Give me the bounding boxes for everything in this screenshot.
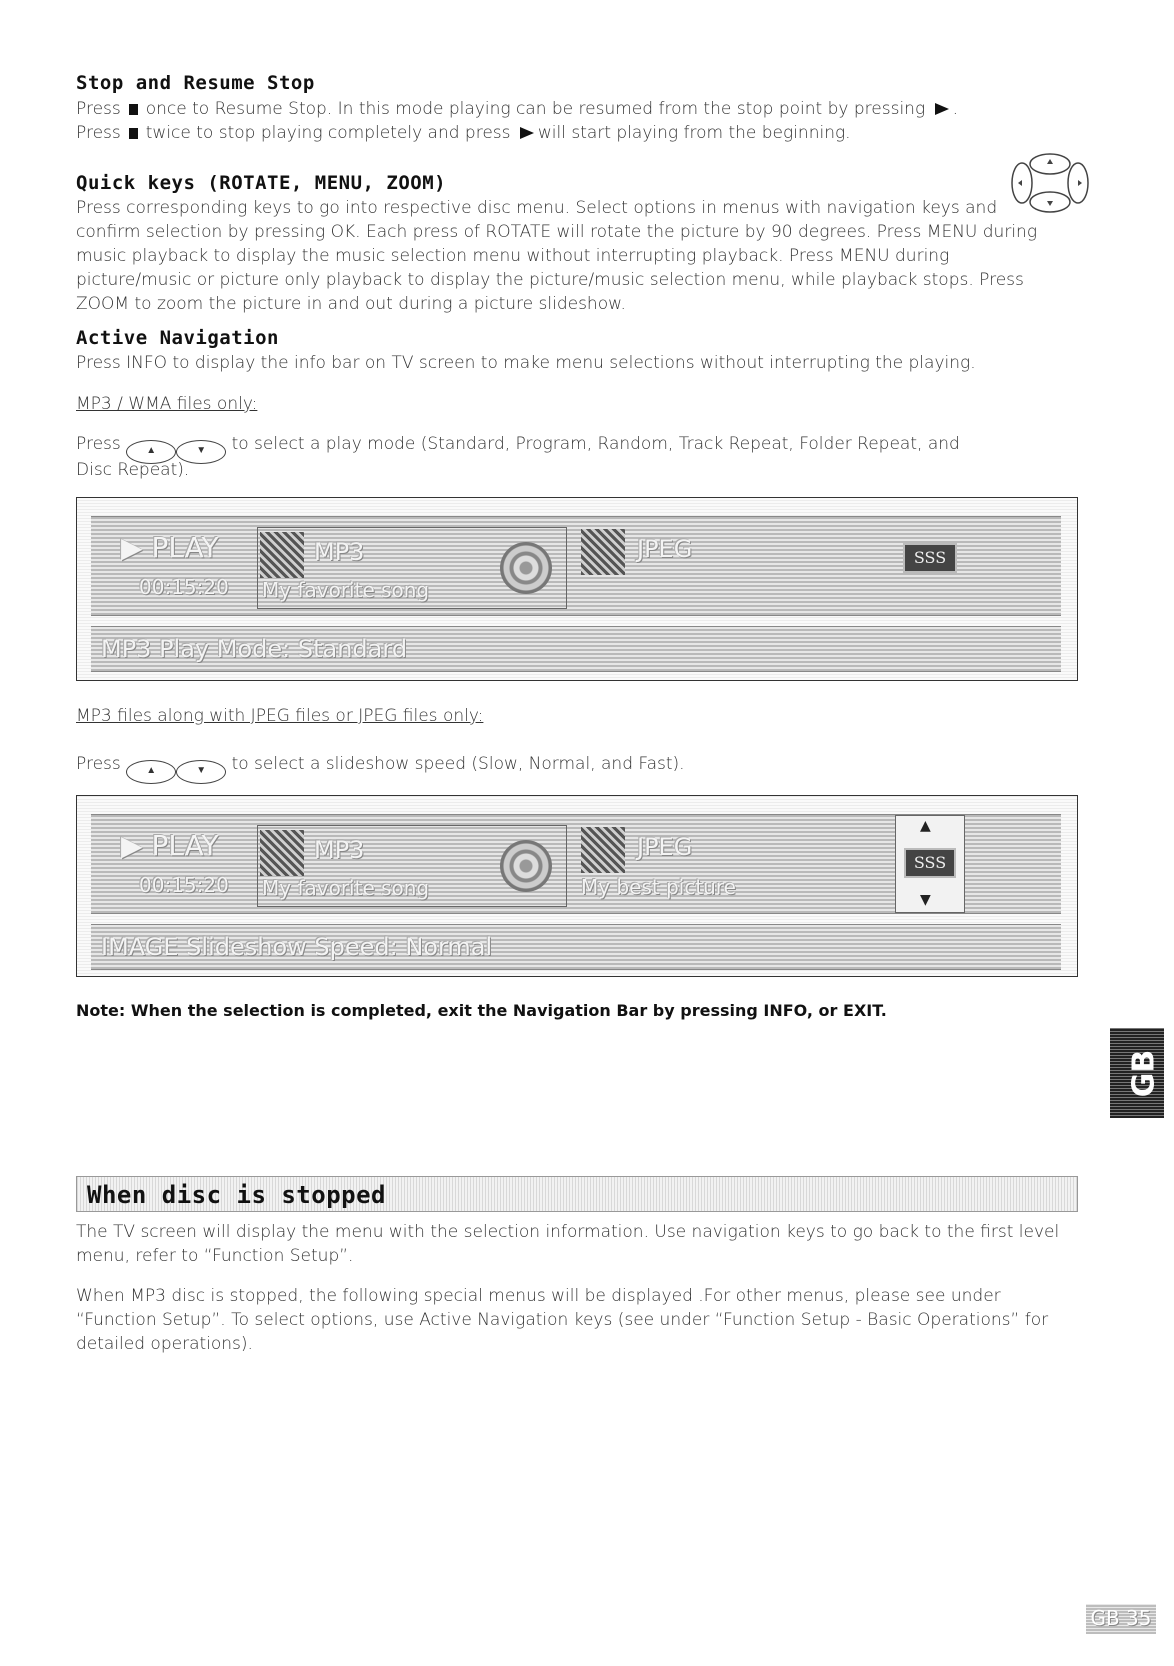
- info-bar: [91, 814, 1061, 914]
- song-title: My favorite song: [262, 578, 430, 602]
- play-label: ▶ PLAY: [121, 531, 219, 564]
- status-text: IMAGE Slideshow Speed: Normal: [101, 933, 493, 961]
- status-bar: [91, 924, 1061, 970]
- stop-icon: [129, 128, 138, 139]
- mp3-files-label: MP3 / WMA files only:: [76, 394, 258, 414]
- heading-stop-resume: Stop and Resume Stop: [76, 72, 315, 94]
- stop-resume-line1: [76, 97, 1076, 121]
- press-text: Press: [76, 123, 121, 143]
- section-banner: [76, 1176, 1078, 1212]
- elapsed-time: 00:15:20: [139, 575, 229, 599]
- picture-icon: [581, 529, 625, 575]
- down-key-icon: ▼: [176, 760, 226, 784]
- speed-badge: SSS: [904, 848, 956, 878]
- song-title: My favorite song: [262, 876, 430, 900]
- status-text: MP3 Play Mode: Standard: [101, 635, 408, 663]
- mp3-panel: [257, 825, 567, 907]
- stop-icon: [129, 104, 138, 115]
- disc-stopped-para2: When MP3 disc is stopped, the following special menus will be displayed .For other menus, please see under “Function Setup”. To select options, use Active Navigation keys (see under “Function Setup - Basic Operations” for detailed operations).: [76, 1286, 1049, 1354]
- stop-resume-line2: [76, 121, 1076, 145]
- mp3-press-line: [76, 432, 1076, 464]
- line1-end: .: [952, 99, 958, 119]
- press-text: Press: [76, 754, 121, 774]
- note-text: Note: When the selection is completed, exit the Navigation Bar by pressing INFO, or EXIT.: [76, 1001, 887, 1020]
- active-navigation-text: Press INFO to display the info bar on TV screen to make menu selections without interrupting the playing.: [76, 353, 976, 373]
- line1-text: once to Resume Stop. In this mode playing can be resumed from the stop point by pressing: [145, 99, 926, 119]
- heading-active-navigation: Active Navigation: [76, 327, 279, 349]
- jpeg-label: JPEG: [637, 833, 693, 861]
- slideshow-speed-selector[interactable]: [895, 815, 965, 913]
- side-tab-gb: [1110, 1028, 1164, 1118]
- play-text: PLAY: [151, 829, 219, 862]
- mp3-press-line-end: Disc Repeat).: [76, 460, 190, 480]
- jpeg-press-text: to select a slideshow speed (Slow, Normal, and Fast).: [231, 754, 685, 774]
- status-bar: [91, 626, 1061, 672]
- press-text: Press: [76, 434, 121, 454]
- up-key-icon: ▲: [126, 760, 176, 784]
- line2-text-b: will start playing from the beginning.: [537, 123, 851, 143]
- speed-badge: SSS: [903, 543, 957, 573]
- picture-icon: [581, 827, 625, 873]
- line2-text-a: twice to stop playing completely and press: [145, 123, 511, 143]
- up-key-icon: ▲: [126, 440, 176, 464]
- play-text: PLAY: [151, 531, 219, 564]
- jpeg-files-label: MP3 files along with JPEG files or JPEG files only:: [76, 706, 484, 726]
- tv-screen-mp3-mode: [76, 497, 1078, 681]
- jpeg-press-line: [76, 752, 1076, 784]
- up-arrow-icon[interactable]: ▲: [920, 818, 931, 834]
- mp3-press-text: to select a play mode (Standard, Program, Random, Track Repeat, Folder Repeat, and: [231, 434, 960, 454]
- play-label: ▶ PLAY: [121, 829, 219, 862]
- page-number: GB 35: [1086, 1604, 1156, 1634]
- down-arrow-icon[interactable]: ▼: [920, 892, 931, 908]
- press-text: Press: [76, 99, 121, 119]
- mp3-panel[interactable]: [257, 527, 567, 609]
- play-icon: [935, 103, 949, 115]
- mp3-label: MP3: [314, 836, 365, 864]
- music-icon: [260, 830, 304, 876]
- play-mode-selector-icon[interactable]: [500, 542, 552, 594]
- elapsed-time: 00:15:20: [139, 873, 229, 897]
- side-tab-text: GB: [1126, 1049, 1162, 1098]
- mode-icon: [500, 840, 552, 892]
- play-icon: [520, 127, 534, 139]
- info-bar: [91, 516, 1061, 616]
- heading-quick-keys: Quick keys (ROTATE, MENU, ZOOM): [76, 172, 447, 194]
- quick-keys-text: Press corresponding keys to go into respective disc menu. Select options in menus with navigation keys and confirm selection by pressing OK. Each press of ROTATE will rotate the picture by 90 degrees. Press MENU during music playback to display the music selection menu without interrupting playback. Press MENU during picture/music or picture only playback to display the picture/music selection menu, while playback stops. Press ZOOM to zoom the picture in and out during a picture slideshow.: [76, 198, 1038, 314]
- tv-screen-slideshow-speed: [76, 795, 1078, 977]
- down-key-icon: ▼: [176, 440, 226, 464]
- jpeg-label: JPEG: [637, 535, 693, 563]
- mp3-label: MP3: [314, 538, 365, 566]
- picture-title: My best picture: [581, 875, 736, 899]
- heading-disc-stopped: When disc is stopped: [87, 1181, 386, 1209]
- disc-stopped-para1: The TV screen will display the menu with the selection information. Use navigation keys to go back to the first level menu, refer to “Function Setup”.: [76, 1222, 1060, 1266]
- music-icon: [260, 532, 304, 578]
